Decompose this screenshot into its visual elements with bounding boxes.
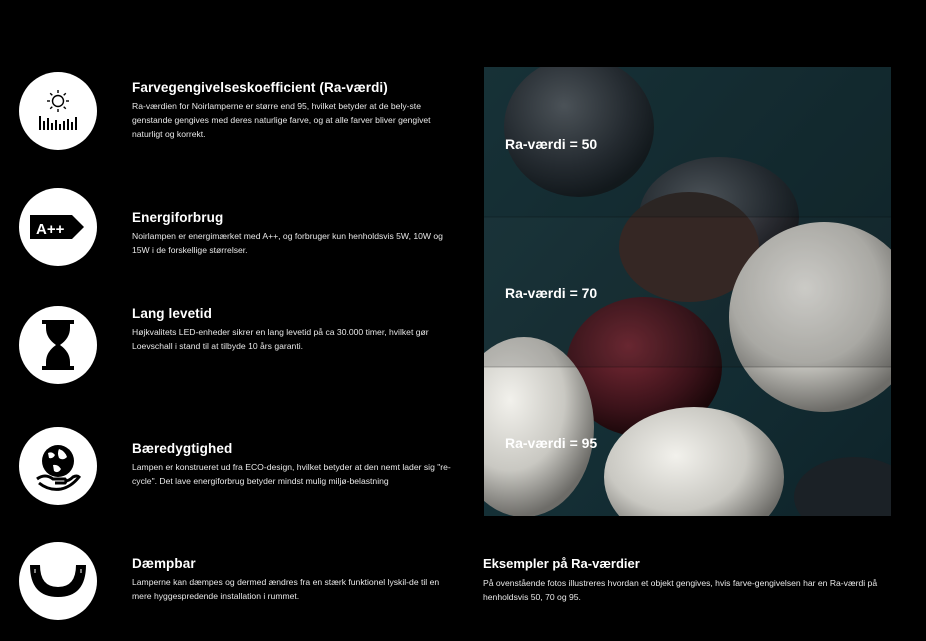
feature-description: Højkvalitets LED-enheder sikrer en lang levetid på ca 30.000 timer, hvilket gør Loevschall i stand til at tilbyde 10 års garanti. [132, 327, 429, 352]
feature-title: Lang levetid [132, 306, 212, 321]
globe-hand-icon [31, 439, 85, 493]
hourglass-icon [38, 318, 78, 372]
feature-description: Noirlampen er energimærket med A++, og forbruger kun henholdsvis 5W, 10W og 15W i de forskellige størrelser. [132, 231, 443, 256]
feature-title: Farvegengivelseskoefficient (Ra-værdi) [132, 80, 388, 95]
ra-label-50: Ra-værdi = 50 [505, 136, 598, 152]
ra-label-95: Ra-værdi = 95 [505, 435, 598, 451]
energy-label-icon [28, 212, 88, 242]
sun-spectrum-icon [33, 86, 83, 136]
energy-icon-circle [19, 188, 97, 266]
ra-icon-circle [19, 72, 97, 150]
energy-badge-text: A++ [36, 221, 65, 238]
feature-title: Dæmpbar [132, 556, 196, 571]
caption-title: Eksempler på Ra-værdier [483, 556, 640, 571]
lifetime-icon-circle [19, 306, 97, 384]
feature-title: Bæredygtighed [132, 441, 233, 456]
garlic-onion-photo [484, 67, 891, 516]
photo-caption [483, 556, 903, 604]
sustainability-icon-circle [19, 427, 97, 505]
dimmable-icon-circle [19, 542, 97, 620]
feature-description: Lampen er konstrueret ud fra ECO-design, hvilket betyder at den nemt lader sig "re-cycle". Det lave energiforbrug betyder mindst mulig miljø-belastning [132, 462, 451, 487]
feature-description: Lamperne kan dæmpes og dermed ændres fra en stærk funktionel lyskil-de til en mere hyggespredende installation i rummet. [132, 577, 440, 602]
feature-description: Ra-værdien for Noirlamperne er større end 95, hvilket betyder at de bely-ste genstande gengives med deres naturlige farve, og at alle farver bliver gengivet naturligt og korrekt. [132, 101, 431, 140]
dimmer-icon [26, 561, 90, 601]
feature-title: Energiforbrug [132, 210, 224, 225]
ra-label-70: Ra-værdi = 70 [505, 285, 598, 301]
caption-text: På ovenstående fotos illustreres hvordan et objekt gengives, hvis farve-gengivelsen har en Ra-værdi på henholdsvis 50, 70 og 95. [483, 578, 878, 603]
